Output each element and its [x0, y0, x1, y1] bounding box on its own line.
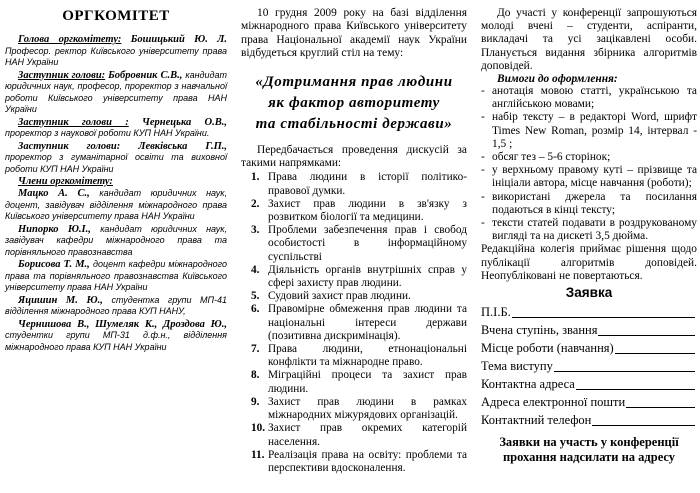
topic-number: 4. [251, 263, 260, 276]
topic-number: 7. [251, 343, 260, 356]
topic-item [251, 264, 467, 290]
person-description: кандидат юридичних наук, професор, проректор з навчальної роботи Київського університету права НАН України [5, 69, 227, 114]
requirement-item [481, 191, 697, 217]
topic-text: Захист прав людини в рамках міжнародних міжурядових організацій. [268, 395, 467, 422]
application-form-heading: Заявка [565, 285, 613, 301]
person-description: проректор з наукової роботи КУП НАН України. [5, 128, 210, 138]
roundtable-title [243, 72, 465, 135]
topic-number: 2. [251, 197, 260, 210]
person-name: Мацко А. С., [18, 188, 90, 199]
orgcommittee-heading: ОРГКОМІТЕТ [62, 8, 170, 24]
person-name: Яцишин М. Ю., [18, 294, 103, 306]
topic-text: Проблеми забезпечення прав і свобод особистості в інформаційному суспільстві [268, 224, 467, 263]
topic-number: 8. [251, 369, 260, 382]
committee-member [5, 319, 227, 354]
dash-bullet: - [481, 111, 485, 124]
event-intro: 10 грудня 2009 року на базі відділення міжнародного права Київського університету права Національної академії наук України відбудеться круглий стіл на тему: [241, 7, 467, 60]
person-name: Чернецька О.В., [142, 116, 227, 128]
topic-text: Захист прав людини в зв'язку з розвитком біології та медицини. [268, 197, 467, 224]
participation-intro: До участі у конференції запрошуються молоді вчені – студенти, аспіранти, викладачі та усі зацікавлені особи. Планується видання збірника алгоритмів доповідей. [481, 7, 697, 72]
topic-number: 5. [251, 290, 260, 303]
topic-item [251, 171, 467, 197]
orgcommittee-column [5, 6, 227, 493]
form-field-line [592, 425, 695, 426]
topic-item [251, 449, 467, 475]
editorial-note: Редакційна колегія приймає рішення щодо публікації алгоритмів доповідей. Неопубліковані не повертаються. [481, 243, 697, 282]
topic-number: 11. [251, 448, 265, 461]
form-field [481, 338, 697, 356]
submission-note-line: Заявки на участь у конференції [499, 435, 679, 450]
submission-note [481, 435, 697, 465]
role-label: Заступник голови : [18, 116, 129, 128]
form-field [481, 302, 697, 320]
topic-item [251, 343, 467, 369]
person-description: Професор. ректор Київського університету права НАН України [5, 45, 227, 67]
dash-bullet: - [481, 85, 485, 98]
topic-text: Міграційні процеси та захист прав людини. [268, 369, 467, 395]
topic-item [251, 396, 467, 422]
form-field [481, 374, 697, 392]
topic-number: 6. [251, 303, 260, 316]
topic-item [251, 224, 467, 264]
topic-text: Права людини в історії політико-правової думки. [268, 171, 467, 197]
form-field-label: Контактний телефон [481, 413, 592, 428]
person-name: Бобровник С.В., [108, 69, 183, 81]
topic-item [251, 290, 467, 303]
committee-member [5, 259, 227, 294]
requirements-heading: Вимоги до оформлення: [497, 73, 618, 86]
topic-text: Захист прав окремих категорій населення. [268, 422, 467, 448]
topic-text: Правомірне обмеження прав людини та національні інтереси держави (позитивна дискримінація). [268, 303, 467, 342]
topic-item [251, 198, 467, 224]
person-name: Чернишова В., Шумеляк К., Дроздова Ю., [18, 318, 227, 330]
participation-column [481, 6, 697, 493]
dash-bullet: - [481, 151, 485, 164]
requirement-item [481, 164, 697, 190]
person-description: кандидат юридичних наук, доцент, завідувач відділення міжнародного права Київського університету права НАН України [5, 188, 228, 221]
form-field-line [576, 389, 695, 390]
committee-entry [5, 141, 227, 176]
roundtable-title-line: як фактор авторитету [268, 94, 440, 111]
topic-text: Судовий захист прав людини. [268, 290, 411, 303]
form-field-label: Контактна адреса [481, 377, 575, 392]
dash-bullet: - [481, 217, 485, 230]
members-heading: Члени оргкомітету: [18, 176, 113, 187]
topic-text: Права людини, етнонаціональні конфлікти та міжнародне право. [268, 343, 467, 369]
requirement-text: обсяг тез – 5-6 сторінок; [492, 151, 611, 164]
committee-member [5, 224, 227, 259]
role-label: Заступник голови: [18, 140, 121, 152]
form-field-label: Місце роботи (навчання) [481, 341, 614, 356]
dash-bullet: - [481, 164, 485, 177]
topic-item [251, 369, 467, 395]
person-description: студентки групи МП-31 д.ф.н., відділення міжнародного права КУП НАН України [5, 330, 227, 352]
person-description: кандидат юридичних наук, завідувач кафедри міжнародного права та порівняльного правознавства [5, 223, 227, 257]
form-field-line [554, 371, 695, 372]
requirement-text: використані джерела та посилання подаються в кінці тексту; [492, 190, 697, 216]
requirement-item [481, 217, 697, 243]
requirement-text: у верхньому правому куті – прізвище та ініціали автора, місце навчання (роботи); [492, 164, 697, 190]
requirement-item [481, 111, 697, 151]
form-field [481, 392, 697, 410]
topic-item [251, 303, 467, 343]
committee-member [5, 188, 227, 223]
role-label: Голова оргкомітету: [18, 34, 122, 45]
person-name: Левківська Г.П., [138, 140, 227, 152]
person-description: студентка групи МП-41 відділення міжнародного права КУП НАНУ, [5, 294, 227, 316]
form-field [481, 356, 697, 374]
form-field-line [626, 407, 695, 408]
committee-entry [5, 34, 227, 69]
submission-note-line: прохання надсилати на адресу [502, 450, 676, 465]
requirement-text: тексти статей подавати в роздрукованому вигляді та на дискеті 3,5 дюйма. [492, 217, 697, 243]
topic-text: Реалізація права на освіту: проблеми та перспективи вдосконалення. [268, 448, 467, 474]
form-field-line [512, 317, 695, 318]
form-field-label: Адреса електронної пошти [481, 395, 626, 410]
topic-number: 3. [251, 224, 260, 237]
requirement-item [481, 85, 697, 111]
committee-entry [5, 117, 227, 140]
person-name: Борисова Т. М., [18, 259, 90, 270]
requirement-text: анотація мовою статті, українською та англійською мовами; [492, 85, 697, 111]
topics-intro: Передбачається проведення дискусій за такими напрямками: [241, 143, 467, 170]
person-description: проректор з гуманітарної освіти та виховної роботи КУП НАН України [5, 152, 227, 174]
committee-entry [5, 70, 227, 116]
form-field-line [615, 353, 695, 354]
form-field-label: Тема виступу [481, 359, 553, 374]
person-name: Бошицький Ю. Л. [130, 34, 228, 45]
announcement-column [241, 6, 467, 493]
form-field [481, 410, 697, 428]
topic-number: 1. [251, 171, 260, 184]
person-name: Нипорко Ю.І., [18, 223, 91, 235]
dash-bullet: - [481, 190, 485, 203]
form-field-line [598, 335, 695, 336]
requirement-text: набір тексту – в редакторі Word, шрифт Times New Roman, розмір 14, інтервал - 1,5 ; [492, 111, 697, 150]
topic-number: 10. [251, 422, 266, 435]
topic-number: 9. [251, 395, 260, 408]
roundtable-title-line: «Дотримання прав людини [255, 73, 453, 90]
topic-text: Діяльність органів внутрішніх справ у сфері захисту прав людини. [268, 263, 467, 290]
topic-item [251, 422, 467, 448]
roundtable-title-line: та стабільності держави» [255, 115, 453, 132]
form-field-label: П.І.Б. [481, 305, 511, 320]
person-description: доцент кафедри міжнародного права та порівняльного правознавства Київського університету права НАН України [5, 259, 228, 292]
requirement-item [481, 151, 697, 164]
role-label: Заступник голови: [18, 69, 106, 81]
form-field-label: Вчена ступінь, звання [481, 323, 598, 338]
committee-member [5, 295, 227, 318]
form-field [481, 320, 697, 338]
